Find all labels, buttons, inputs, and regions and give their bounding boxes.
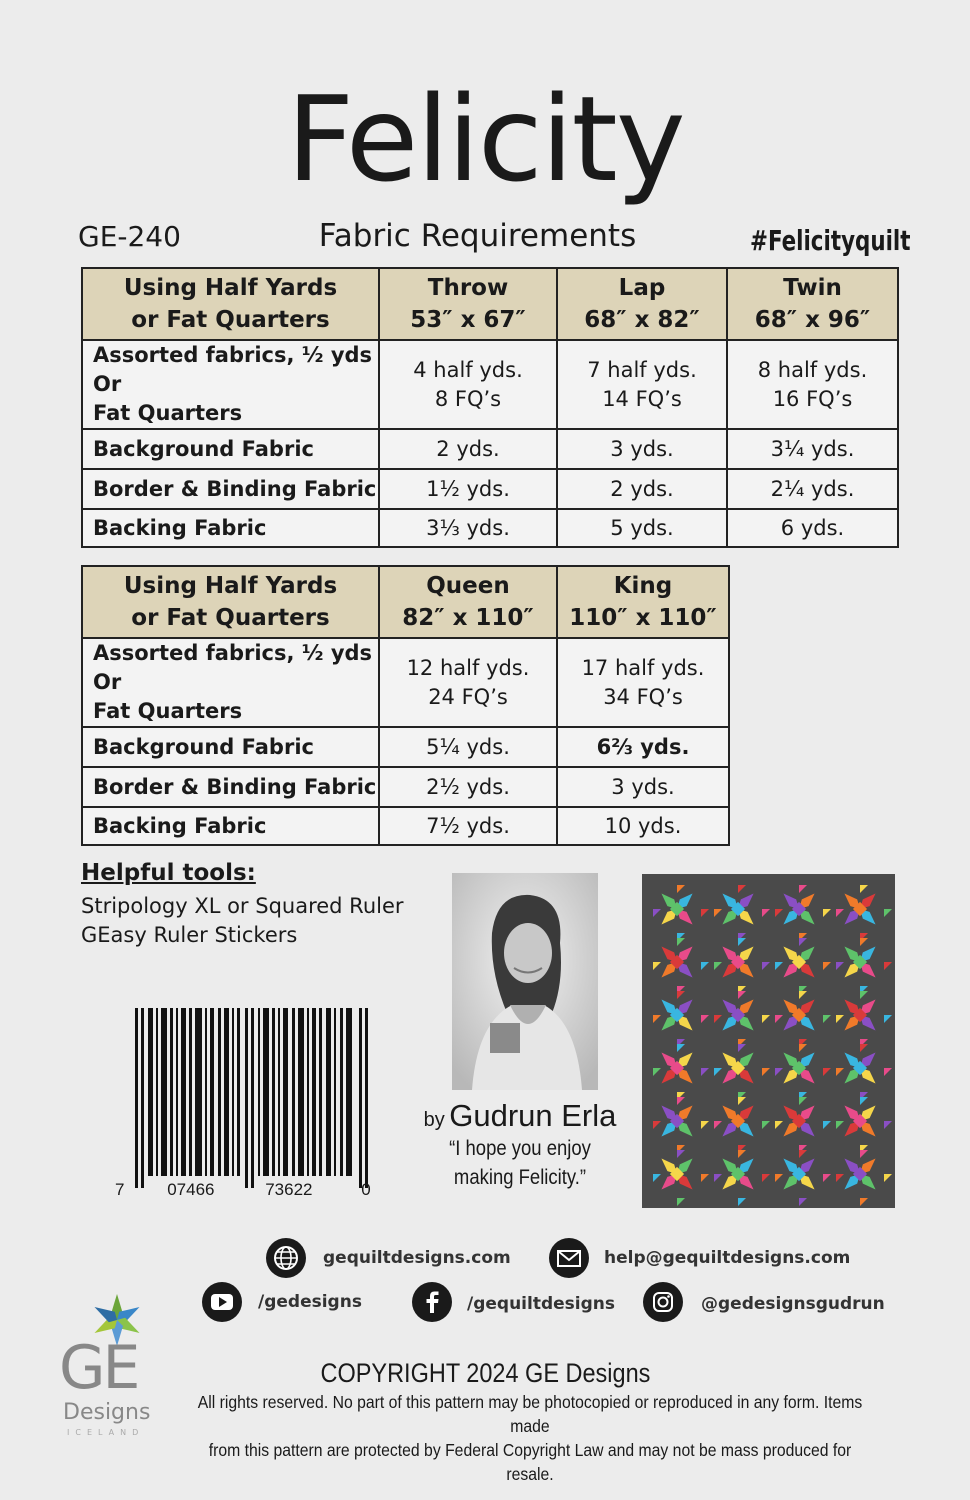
designer-credit xyxy=(410,1098,630,1134)
barcode xyxy=(135,1008,371,1188)
email-icon xyxy=(549,1238,589,1278)
table-cell: 10 yds. xyxy=(557,807,729,845)
quilt-block xyxy=(653,885,709,941)
quilt-block xyxy=(775,1097,831,1153)
website-link[interactable]: gequiltdesigns.com xyxy=(323,1248,511,1268)
table-row xyxy=(82,807,729,845)
quilt-block xyxy=(775,1044,831,1100)
fabric-table-small-sizes xyxy=(81,267,899,548)
pattern-title: Felicity xyxy=(286,70,684,208)
copyright-line: COPYRIGHT 2024 GE Designs xyxy=(320,1358,651,1388)
table-cell: 17 half yds. 34 FQ’s xyxy=(557,638,729,727)
tool-item: GEasy Ruler Stickers xyxy=(81,923,298,947)
fabric-table-large-sizes xyxy=(81,565,730,846)
table-row xyxy=(82,509,898,547)
quilt-block xyxy=(653,1097,709,1153)
table-corner: Using Half Yards or Fat Quarters xyxy=(82,268,379,340)
barcode-digits xyxy=(115,1180,371,1200)
table-row xyxy=(82,469,898,509)
table-cell: 3 yds. xyxy=(557,429,727,469)
quilt-block xyxy=(836,1150,892,1206)
row-label: Background Fabric xyxy=(82,429,379,469)
barcode-digit: 0 xyxy=(361,1180,371,1199)
hashtag: #Felicityquilt xyxy=(750,224,911,257)
section-subtitle: Fabric Requirements xyxy=(318,218,637,254)
row-label: Backing Fabric xyxy=(82,509,379,547)
table-row xyxy=(82,429,898,469)
column-king: King 110″ x 110″ xyxy=(557,566,729,638)
table-cell: 2 yds. xyxy=(379,429,557,469)
quilt-block xyxy=(653,1044,709,1100)
facebook-link[interactable]: /gequiltdesigns xyxy=(467,1294,615,1314)
designer-quote xyxy=(423,1134,617,1192)
table-cell: 3 yds. xyxy=(557,767,729,807)
quilt-block xyxy=(714,1044,770,1100)
quilt-block xyxy=(714,991,770,1047)
designer-name: Gudrun Erla xyxy=(449,1098,617,1133)
instagram-icon xyxy=(643,1282,683,1322)
youtube-link[interactable]: /gedesigns xyxy=(258,1292,362,1312)
logo-mark: GE xyxy=(59,1333,138,1403)
rights-notice xyxy=(197,1390,863,1486)
email-link[interactable]: help@gequiltdesigns.com xyxy=(604,1248,851,1268)
column-twin: Twin 68″ x 96″ xyxy=(727,268,898,340)
quilt-block xyxy=(836,938,892,994)
barcode-digit: 73622 xyxy=(265,1180,313,1199)
quilt-block xyxy=(836,991,892,1047)
barcode-digit: 07466 xyxy=(167,1180,215,1199)
table-cell: 2 yds. xyxy=(557,469,727,509)
table-cell: 2¼ yds. xyxy=(727,469,898,509)
row-label: Assorted fabrics, ½ yds Or Fat Quarters xyxy=(82,638,379,727)
table-cell: 3⅓ yds. xyxy=(379,509,557,547)
instagram-link[interactable]: @gedesignsgudrun xyxy=(701,1294,885,1314)
row-label: Backing Fabric xyxy=(82,807,379,845)
logo-word: Designs xyxy=(63,1400,151,1425)
quilt-block xyxy=(714,938,770,994)
tools-heading: Helpful tools: xyxy=(81,860,256,886)
table-corner: Using Half Yards or Fat Quarters xyxy=(82,566,379,638)
table-cell: 6 yds. xyxy=(727,509,898,547)
row-label: Assorted fabrics, ½ yds Or Fat Quarters xyxy=(82,340,379,429)
table-cell: 7½ yds. xyxy=(379,807,557,845)
column-lap: Lap 68″ x 82″ xyxy=(557,268,727,340)
logo-sub: ICELAND xyxy=(67,1428,145,1437)
quote-line: “I hope you enjoy xyxy=(449,1137,591,1160)
table-cell: 2½ yds. xyxy=(379,767,557,807)
table-row xyxy=(82,340,898,429)
table-cell: 3¼ yds. xyxy=(727,429,898,469)
quilt-block xyxy=(714,1097,770,1153)
table-cell: 6⅔ yds. xyxy=(557,727,729,767)
pattern-code: GE-240 xyxy=(78,220,181,253)
quilt-block xyxy=(653,991,709,1047)
column-queen: Queen 82″ x 110″ xyxy=(379,566,557,638)
by-word: by xyxy=(423,1109,445,1131)
table-cell: 8 half yds. 16 FQ’s xyxy=(727,340,898,429)
row-label: Border & Binding Fabric xyxy=(82,767,379,807)
row-label: Border & Binding Fabric xyxy=(82,469,379,509)
quilt-block xyxy=(836,1097,892,1153)
globe-icon xyxy=(266,1238,306,1278)
column-throw: Throw 53″ x 67″ xyxy=(379,268,557,340)
quilt-block xyxy=(836,885,892,941)
quilt-block xyxy=(775,885,831,941)
facebook-icon xyxy=(412,1282,452,1322)
designer-photo xyxy=(452,873,598,1090)
table-cell: 5 yds. xyxy=(557,509,727,547)
table-cell: 1½ yds. xyxy=(379,469,557,509)
quilt-block xyxy=(714,1150,770,1206)
rights-line: All rights reserved. No part of this pattern may be photocopied or reproduced in any form. Items made xyxy=(197,1392,863,1436)
tool-item: Stripology XL or Squared Ruler xyxy=(81,894,404,918)
table-cell: 12 half yds. 24 FQ’s xyxy=(379,638,557,727)
quilt-block xyxy=(775,938,831,994)
quilt-block xyxy=(775,1150,831,1206)
table-cell: 7 half yds. 14 FQ’s xyxy=(557,340,727,429)
quilt-block xyxy=(836,1044,892,1100)
table-cell: 4 half yds. 8 FQ’s xyxy=(379,340,557,429)
table-cell: 5¼ yds. xyxy=(379,727,557,767)
quilt-block xyxy=(775,991,831,1047)
table-row xyxy=(82,638,729,727)
quote-line: making Felicity.” xyxy=(453,1166,587,1189)
quilt-image xyxy=(642,874,895,1208)
rights-line: from this pattern are protected by Federal Copyright Law and may not be mass produced for resale. xyxy=(208,1440,852,1484)
quilt-block xyxy=(653,1150,709,1206)
table-row xyxy=(82,727,729,767)
tools-list xyxy=(81,892,404,950)
quilt-block xyxy=(653,938,709,994)
quilt-block xyxy=(714,885,770,941)
barcode-digit: 7 xyxy=(115,1180,125,1199)
row-label: Background Fabric xyxy=(82,727,379,767)
youtube-icon xyxy=(202,1282,242,1322)
table-row xyxy=(82,767,729,807)
